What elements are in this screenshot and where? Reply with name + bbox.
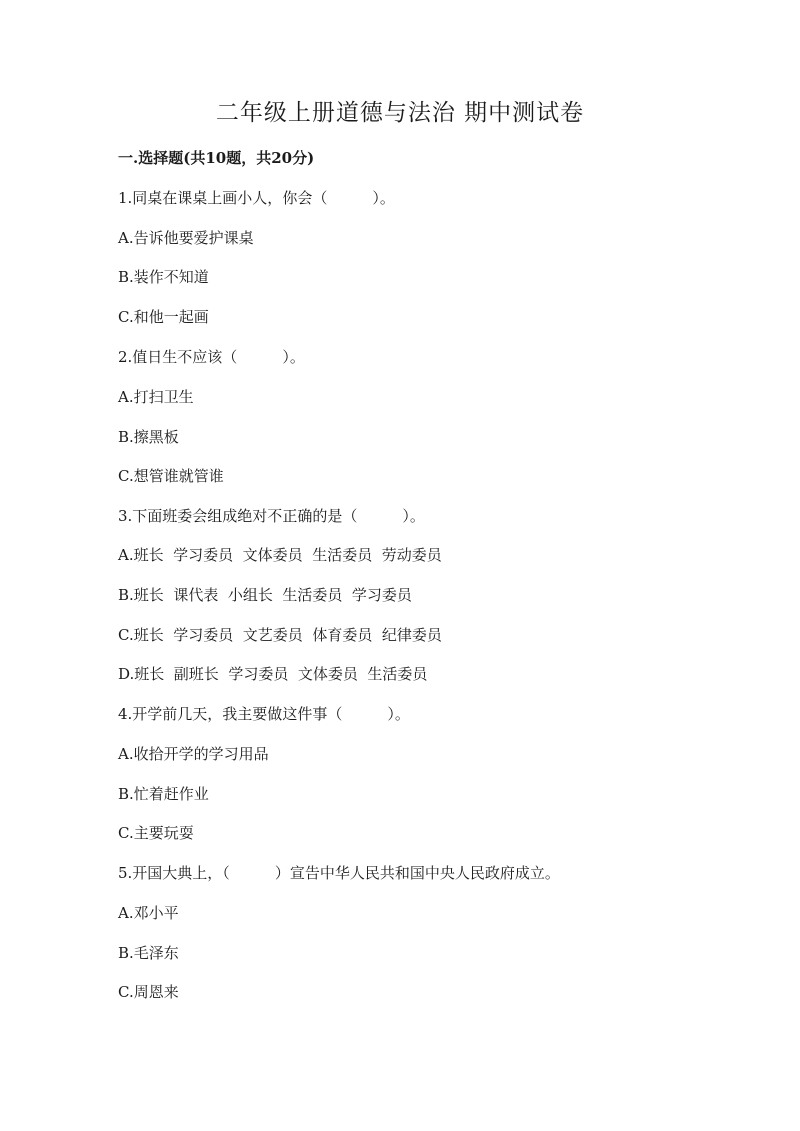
question-4-stem: 4.开学前几天，我主要做这件事（ ）。 (118, 705, 410, 723)
question-5-option-a: A.邓小平 (118, 904, 179, 922)
question-3-option-c: C.班长 学习委员 文艺委员 体育委员 纪律委员 (118, 626, 442, 644)
question-4-option-a: A.收拾开学的学习用品 (118, 745, 269, 763)
question-1-option-c: C.和他一起画 (118, 308, 209, 326)
question-2-option-c: C.想管谁就管谁 (118, 467, 224, 485)
question-1-option-a: A.告诉他要爱护课桌 (118, 229, 254, 247)
question-1-option-b: B.装作不知道 (118, 268, 209, 286)
question-3-option-b: B.班长 课代表 小组长 生活委员 学习委员 (118, 586, 412, 604)
question-5-option-b: B.毛泽东 (118, 944, 179, 962)
question-5-option-c: C.周恩来 (118, 983, 179, 1001)
question-3-option-a: A.班长 学习委员 文体委员 生活委员 劳动委员 (118, 546, 442, 564)
question-3-option-d: D.班长 副班长 学习委员 文体委员 生活委员 (118, 665, 428, 683)
page-title: 二年级上册道德与法治 期中测试卷 (215, 100, 585, 126)
question-5-stem: 5.开国大典上，（ ）宣告中华人民共和国中央人民政府成立。 (118, 864, 560, 882)
question-4-option-c: C.主要玩耍 (118, 824, 194, 842)
question-1-stem: 1.同桌在课桌上画小人，你会（ ）。 (118, 189, 395, 207)
question-4-option-b: B.忙着赶作业 (118, 785, 209, 803)
section-heading: 一.选择题(共10题，共20分) (118, 149, 315, 167)
question-2-stem: 2.值日生不应该（ ）。 (118, 348, 305, 366)
question-2-option-a: A.打扫卫生 (118, 388, 194, 406)
question-2-option-b: B.擦黑板 (118, 428, 179, 446)
question-3-stem: 3.下面班委会组成绝对不正确的是（ ）。 (118, 507, 425, 525)
